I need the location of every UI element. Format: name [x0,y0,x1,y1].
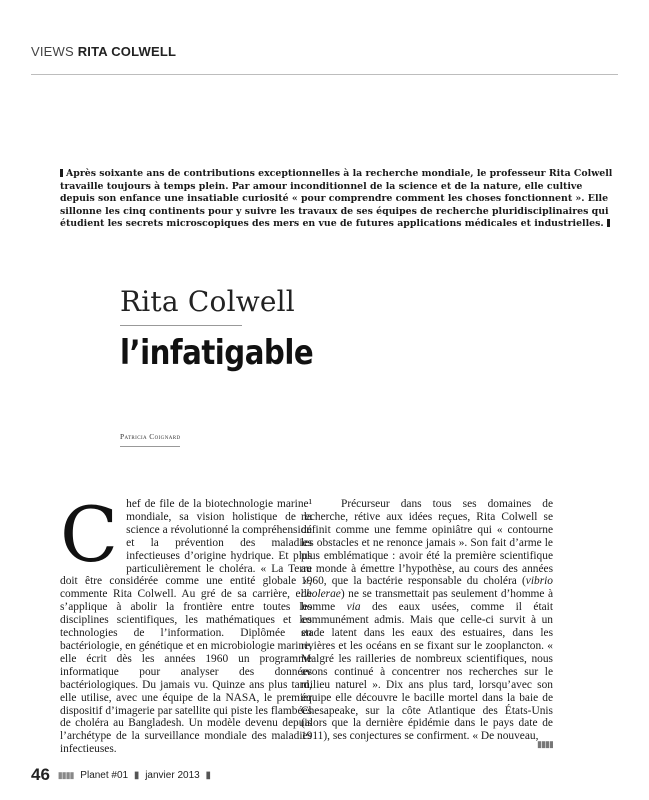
section-person-name: RITA COLWELL [77,44,177,59]
footer-bars-icon: ▮▮▮▮ [57,770,74,780]
page-number: 46 [31,765,50,784]
continue-marker: ▮▮▮▮ [537,739,553,749]
body-left-text: hef de file de la biotechnologie marine¹ mondiale, sa vision holistique de la science a révolutionné la compréhension et la prévention des maladies infectieuses d’origine hydrique. Et plus particulièrement le choléra. « La Terre doit être considérée comme une entité globale », commente Rita Colwell. Au gré de sa carrière, elle s’applique à abolir la frontière entre toutes les disciplines scientifiques, les mathématiques et les technologies de l’information. Diplômée en bactériologie, en génétique et en microbiologie marine, elle écrit dès les années 1960 un programme informatique pour analyser des données bactériologiques. Du jamais vu. Quinze ans plus tard, elle utilise, avec une équipe de la NASA, le premier dispositif d’imagerie par satellite qui piste les flambées de choléra au Bangladesh. Un modèle devenu depuis l’archétype de la surveillance mondiale des maladies infectieuses. [60,498,312,756]
body-right-italic-via: via [346,601,361,614]
section-label: VIEWS [31,44,74,59]
magazine-issue: Planet #01 [80,770,129,781]
article-title: Rita Colwell [120,285,295,318]
intro-end-marker [607,219,610,227]
issue-date: janvier 2013 [145,770,200,781]
body-right-italic-species: vibrio cholerae [301,575,553,601]
footer-end-separator: ▮ [205,770,211,781]
body-right-text-a: Précurseur dans tous ses domaines de recherche, rétive aux idées reçues, Rita Colwell se définit comme une femme opiniâtre qui « contourne les obstacles et ne renonce jamais ». Son fait d’arme le plus emblématique : avoir été la première scientifique au monde à émettre l’hypothèse, au cours des années 1960, que la bactérie responsable du choléra ( [301,498,553,588]
author-byline: Patricia Coignard [120,432,181,441]
byline-divider [120,446,180,447]
body-column-right [301,498,553,743]
intro-start-marker [60,169,63,177]
article-subtitle: l’infatigable [120,333,314,373]
page-footer [31,765,214,785]
intro-text: Après soixante ans de contributions exceptionnelles à la recherche mondiale, le professeur Rita Colwell travaille toujours à temps plein. Par amour inconditionnel de la science et de la nature, elle cultive depuis son enfance une insatiable curiosité « pour comprendre comment les choses fonctionnent ». Elle sillonne les cinq continents pour y suivre les travaux de ses équipes de recherche pluridisciplinaires qui étudient les secrets microscopiques des mers en vue de futures applications médicales et industrielles. [60,168,613,229]
body-right-text-c: des eaux usées, comme il était communément admis. Mais que celle-ci survit à un stade latent dans les eaux des estuaires, dans les rivières et les océans en se fixant sur le zooplancton. « Malgré les railleries de nombreux scientifiques, nous avons continué à concentrer nos recherches sur le milieu naturel ». Dix ans plus tard, lorsqu’avec son équipe elle découvre le bacille mortel dans la baie de Chesapeake, sur la côte Atlantique des États-Unis (alors que la dernière épidémie dans le pays date de 1911), ses conjectures se confirment. « De nouveau, [301,601,553,743]
body-column-left [60,490,312,756]
header-divider [31,74,618,75]
section-header [31,44,176,59]
footer-separator: ▮ [133,770,140,781]
drop-cap: C [60,490,119,579]
body-right-text-b: ) ne se transmettait pas seulement d’homme à homme [301,588,553,614]
article-intro [60,168,616,231]
title-divider [120,325,242,326]
